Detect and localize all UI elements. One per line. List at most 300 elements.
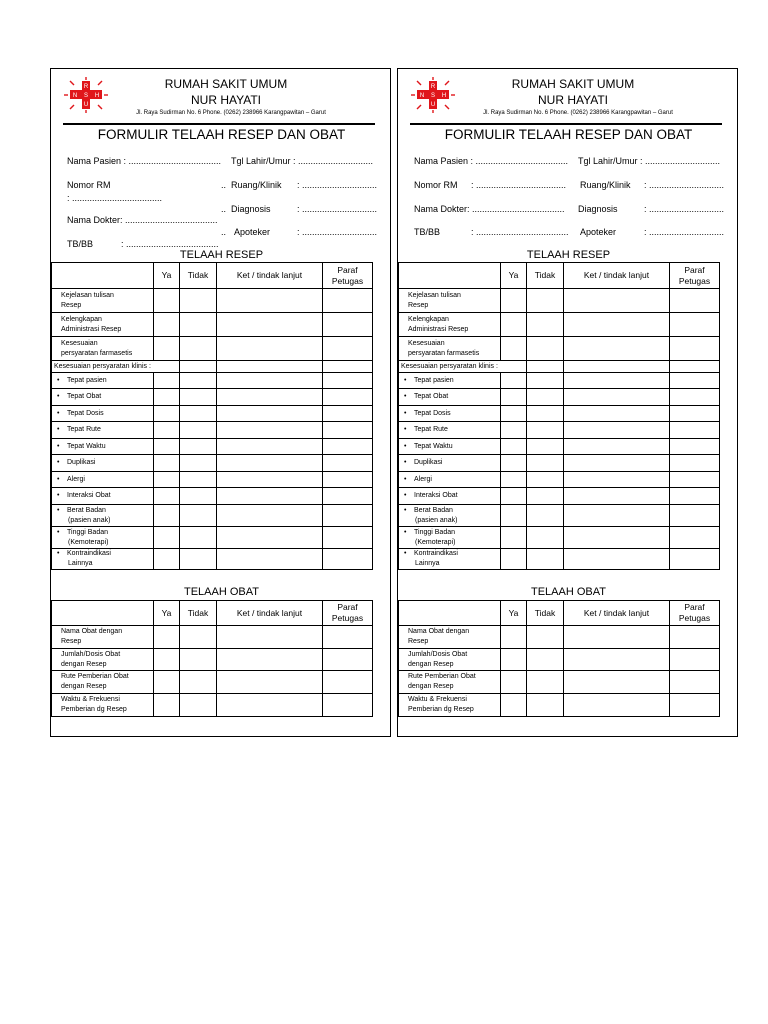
ya-cell[interactable]	[501, 472, 527, 488]
field-tbbb-dots: : .....................................	[121, 239, 219, 249]
bullet-icon: •	[404, 506, 407, 514]
tidak-cell[interactable]	[527, 455, 564, 472]
paraf-cell[interactable]	[323, 505, 373, 527]
paraf-cell[interactable]	[323, 626, 373, 649]
row-label: Rute Pemberian Obat dengan Resep	[399, 671, 501, 694]
header-cell: Ya	[501, 601, 527, 626]
table-header-row	[52, 263, 373, 289]
ya-cell[interactable]	[501, 289, 527, 313]
field-tgl-lahir: Tgl Lahir/Umur : ..............................	[231, 156, 374, 166]
paraf-cell[interactable]	[670, 337, 720, 361]
svg-text:R: R	[430, 84, 436, 90]
table-row	[399, 549, 720, 570]
field-nama-pasien: Nama Pasien : .....................................	[67, 156, 222, 166]
tidak-cell[interactable]	[527, 527, 564, 549]
row-label: Rute Pemberian Obat dengan Resep	[52, 671, 154, 694]
paraf-cell[interactable]	[670, 313, 720, 337]
bullet-icon: •	[57, 528, 60, 536]
ket-cell[interactable]	[217, 549, 323, 570]
ya-cell[interactable]	[154, 472, 180, 488]
bullet-icon: •	[404, 409, 407, 417]
paraf-cell[interactable]	[670, 626, 720, 649]
field-nomor-rm: Nomor RM	[67, 180, 111, 190]
tidak-cell[interactable]	[180, 337, 217, 361]
table-row	[399, 439, 720, 455]
table-row	[399, 337, 720, 361]
field-ruang-klinik: Ruang/Klinik	[231, 180, 282, 190]
table-header-row	[399, 601, 720, 626]
bullet-icon: •	[57, 426, 60, 433]
tidak-cell[interactable]	[527, 289, 564, 313]
ya-cell[interactable]	[501, 694, 527, 717]
tidak-cell[interactable]	[180, 406, 217, 422]
table-row	[52, 313, 373, 337]
paraf-cell[interactable]	[323, 373, 373, 389]
paraf-cell[interactable]	[323, 422, 373, 439]
bullet-icon: •	[404, 475, 407, 483]
table-row	[399, 488, 720, 505]
tidak-cell[interactable]	[180, 289, 217, 313]
table-row	[52, 422, 373, 439]
table-row	[52, 406, 373, 422]
ya-cell[interactable]	[154, 389, 180, 406]
paraf-cell[interactable]	[670, 549, 720, 570]
bullet-icon: •	[404, 442, 407, 450]
ya-cell[interactable]	[154, 455, 180, 472]
svg-text:S: S	[430, 93, 436, 99]
ket-cell[interactable]	[564, 373, 670, 389]
row-label: • Alergi	[399, 472, 501, 488]
field-nomor-rm-dots: : ....................................	[67, 193, 163, 203]
ket-cell[interactable]	[564, 422, 670, 439]
paraf-cell[interactable]	[670, 289, 720, 313]
paraf-cell[interactable]	[670, 488, 720, 505]
tidak-cell[interactable]	[180, 626, 217, 649]
ket-cell[interactable]	[180, 361, 217, 373]
table-row	[52, 488, 373, 505]
paraf-cell[interactable]	[670, 373, 720, 389]
field-nomor-rm-dots: : ....................................	[471, 180, 567, 190]
telaah-resep-table	[398, 262, 720, 570]
table-row	[52, 361, 373, 373]
ya-cell[interactable]	[501, 337, 527, 361]
header-cell-empty	[52, 263, 154, 289]
tidak-cell[interactable]	[527, 488, 564, 505]
row-label: Jumlah/Dosis Obat dengan Resep	[52, 649, 154, 671]
row-label: • Tepat pasien	[399, 373, 501, 389]
field-nomor-rm: Nomor RM	[414, 180, 458, 190]
ket-cell[interactable]	[564, 626, 670, 649]
ya-cell[interactable]	[501, 549, 527, 570]
tidak-cell[interactable]	[527, 439, 564, 455]
tidak-cell[interactable]	[180, 505, 217, 527]
bullet-icon: •	[404, 492, 407, 499]
paraf-cell[interactable]	[323, 455, 373, 472]
tidak-cell[interactable]	[527, 337, 564, 361]
paraf-cell[interactable]	[670, 406, 720, 422]
hospital-logo-icon	[61, 77, 111, 113]
hospital-logo-icon	[408, 77, 458, 113]
ket-cell[interactable]	[217, 527, 323, 549]
table-row	[399, 406, 720, 422]
paraf-cell[interactable]	[323, 671, 373, 694]
row-label: • Tinggi Badan (Kemoterapi)	[399, 527, 501, 549]
tidak-cell[interactable]	[180, 671, 217, 694]
table-row	[52, 439, 373, 455]
tidak-cell[interactable]	[527, 626, 564, 649]
tidak-cell[interactable]	[527, 694, 564, 717]
ya-cell[interactable]	[501, 439, 527, 455]
section-title-telaah-obat: TELAAH OBAT	[184, 586, 259, 598]
svg-text:U: U	[430, 102, 436, 108]
paraf-cell[interactable]	[670, 649, 720, 671]
ya-cell[interactable]	[501, 406, 527, 422]
ya-cell[interactable]	[154, 505, 180, 527]
bullet-icon: •	[404, 393, 407, 400]
row-label: • Tepat Rute	[399, 422, 501, 439]
svg-text:H: H	[94, 93, 100, 99]
bullet-icon: •	[57, 393, 60, 400]
tidak-cell[interactable]	[527, 472, 564, 488]
tidak-cell[interactable]	[527, 422, 564, 439]
svg-text:N: N	[419, 93, 425, 99]
table-row	[399, 422, 720, 439]
tidak-cell[interactable]	[527, 505, 564, 527]
table-row	[52, 373, 373, 389]
ya-cell[interactable]	[154, 626, 180, 649]
tidak-cell[interactable]	[180, 389, 217, 406]
header-cell: Paraf Petugas	[323, 601, 373, 626]
ket-cell[interactable]	[217, 289, 323, 313]
ket-cell[interactable]	[217, 472, 323, 488]
row-label: Nama Obat dengan Resep	[399, 626, 501, 649]
paraf-cell[interactable]	[323, 337, 373, 361]
tidak-cell[interactable]	[180, 694, 217, 717]
paraf-cell[interactable]	[670, 455, 720, 472]
ket-cell[interactable]	[564, 406, 670, 422]
row-label: Waktu & Frekuensi Pemberian dg Resep	[399, 694, 501, 717]
row-label: • Tepat Waktu	[52, 439, 154, 455]
ket-cell[interactable]	[564, 505, 670, 527]
header-cell: Tidak	[180, 263, 217, 289]
header-cell: Ket / tindak lanjut	[564, 263, 670, 289]
bullet-icon: •	[57, 459, 60, 466]
tidak-cell[interactable]	[527, 549, 564, 570]
row-label: • Tepat Obat	[399, 389, 501, 406]
telaah-obat-table	[398, 600, 720, 717]
paraf-cell[interactable]	[323, 289, 373, 313]
row-label: • Alergi	[52, 472, 154, 488]
field-tbbb-dots: : .....................................	[471, 227, 569, 237]
table-row	[399, 289, 720, 313]
table-row	[52, 527, 373, 549]
tidak-cell[interactable]	[180, 549, 217, 570]
bullet-icon: •	[57, 475, 60, 483]
field-ruang-klinik-dots: : ..............................	[644, 180, 725, 190]
ket-cell[interactable]	[217, 455, 323, 472]
ya-cell[interactable]	[154, 671, 180, 694]
paraf-cell[interactable]	[670, 694, 720, 717]
hospital-name-line2: NUR HAYATI	[190, 93, 261, 107]
paraf-cell[interactable]	[323, 649, 373, 671]
svg-text:S: S	[83, 93, 89, 99]
table-row	[52, 649, 373, 671]
table-row	[399, 626, 720, 649]
ket-cell[interactable]	[564, 337, 670, 361]
paraf-cell[interactable]	[323, 313, 373, 337]
table-header-row	[399, 263, 720, 289]
ya-cell[interactable]	[154, 337, 180, 361]
tidak-cell[interactable]	[180, 455, 217, 472]
ya-cell[interactable]	[501, 527, 527, 549]
ket-cell[interactable]	[217, 626, 323, 649]
paraf-cell[interactable]	[323, 694, 373, 717]
row-label: • Duplikasi	[399, 455, 501, 472]
table-row	[52, 694, 373, 717]
hospital-name-line2: NUR HAYATI	[537, 93, 608, 107]
paraf-cell[interactable]	[670, 505, 720, 527]
paraf-cell[interactable]	[670, 389, 720, 406]
ket-cell[interactable]	[564, 289, 670, 313]
ket-cell[interactable]	[564, 389, 670, 406]
ket-cell[interactable]	[217, 649, 323, 671]
blank-cell[interactable]	[564, 361, 670, 373]
ket-cell[interactable]	[564, 649, 670, 671]
form-right	[397, 68, 738, 737]
ya-cell[interactable]	[501, 422, 527, 439]
ket-cell[interactable]	[217, 694, 323, 717]
header-cell: Paraf Petugas	[670, 601, 720, 626]
form-title: FORMULIR TELAAH RESEP DAN OBAT	[97, 127, 346, 142]
tidak-cell[interactable]	[180, 649, 217, 671]
table-row	[399, 694, 720, 717]
ket-cell[interactable]	[217, 373, 323, 389]
ket-cell[interactable]	[217, 406, 323, 422]
ya-cell[interactable]	[501, 373, 527, 389]
header-cell: Ket / tindak lanjut	[217, 601, 323, 626]
ya-cell[interactable]	[154, 289, 180, 313]
paraf-cell[interactable]	[670, 422, 720, 439]
table-row	[399, 389, 720, 406]
tidak-cell[interactable]	[180, 373, 217, 389]
ya-cell[interactable]	[501, 389, 527, 406]
field-nama-dokter: Nama Dokter: .....................................	[67, 215, 218, 225]
table-row	[399, 505, 720, 527]
bullet-icon: •	[57, 376, 60, 384]
ket-cell[interactable]	[564, 694, 670, 717]
ket-cell[interactable]	[217, 422, 323, 439]
ket-cell[interactable]	[564, 313, 670, 337]
ya-cell[interactable]	[154, 313, 180, 337]
row-label: • Duplikasi	[52, 455, 154, 472]
table-row	[52, 671, 373, 694]
paraf-cell[interactable]	[323, 361, 373, 373]
field-nama-pasien: Nama Pasien : .....................................	[414, 156, 569, 166]
tidak-cell[interactable]	[527, 406, 564, 422]
tidak-cell[interactable]	[180, 313, 217, 337]
row-label: • Tepat Obat	[52, 389, 154, 406]
paraf-cell[interactable]	[323, 406, 373, 422]
tidak-cell[interactable]	[527, 313, 564, 337]
paraf-cell[interactable]	[670, 527, 720, 549]
ket-cell[interactable]	[564, 549, 670, 570]
tidak-cell[interactable]	[180, 527, 217, 549]
tidak-cell[interactable]	[180, 422, 217, 439]
ket-cell[interactable]	[217, 389, 323, 406]
row-label: • Tinggi Badan (Kemoterapi)	[52, 527, 154, 549]
table-row	[52, 472, 373, 488]
blank-cell[interactable]	[217, 361, 323, 373]
ket-cell[interactable]	[217, 313, 323, 337]
field-tbbb: TB/BB	[414, 227, 441, 237]
ya-cell[interactable]	[154, 422, 180, 439]
ya-cell[interactable]	[154, 649, 180, 671]
ya-cell[interactable]	[501, 626, 527, 649]
paraf-cell[interactable]	[670, 361, 720, 373]
ya-cell[interactable]	[501, 649, 527, 671]
svg-text:H: H	[441, 93, 447, 99]
field-diagnosis-dots: : ..............................	[644, 204, 725, 214]
paraf-cell[interactable]	[323, 488, 373, 505]
ket-cell[interactable]	[217, 488, 323, 505]
header-cell-empty	[52, 601, 154, 626]
table-row	[399, 649, 720, 671]
field-apoteker-dots: : ..............................	[644, 227, 725, 237]
table-row	[399, 373, 720, 389]
table-row	[52, 626, 373, 649]
header-cell: Tidak	[180, 601, 217, 626]
ya-cell[interactable]	[501, 671, 527, 694]
paraf-cell[interactable]	[323, 527, 373, 549]
ya-cell[interactable]	[154, 373, 180, 389]
ket-cell[interactable]	[564, 472, 670, 488]
header-cell: Paraf Petugas	[670, 263, 720, 289]
ya-cell[interactable]	[154, 488, 180, 505]
table-row	[52, 549, 373, 570]
ya-cell[interactable]	[154, 439, 180, 455]
paraf-cell[interactable]	[323, 549, 373, 570]
table-row	[52, 337, 373, 361]
field-ruang-klinik: Ruang/Klinik	[580, 180, 631, 190]
field-ruang-klinik-dots: : ..............................	[297, 180, 378, 190]
table-row	[52, 455, 373, 472]
field-tgl-lahir: Tgl Lahir/Umur : ..............................	[578, 156, 721, 166]
field-apoteker-dots: : ..............................	[297, 227, 378, 237]
ya-cell[interactable]	[154, 527, 180, 549]
section-title-telaah-obat: TELAAH OBAT	[531, 586, 606, 598]
header-divider	[410, 123, 722, 125]
row-label: Kesesuaian persyaratan farmasetis	[399, 337, 501, 361]
ya-cell[interactable]	[501, 488, 527, 505]
table-row	[399, 527, 720, 549]
header-cell: Ket / tindak lanjut	[564, 601, 670, 626]
bullet-icon: •	[57, 492, 60, 499]
field-diagnosis-dots: : ..............................	[297, 204, 378, 214]
ket-cell[interactable]	[217, 439, 323, 455]
section-title-telaah-resep: TELAAH RESEP	[526, 249, 611, 261]
ya-cell[interactable]	[501, 455, 527, 472]
header-cell-empty	[399, 601, 501, 626]
table-row	[399, 361, 720, 373]
field-diagnosis: Diagnosis	[578, 204, 618, 214]
row-label: • Kontraindikasi Lainnya	[399, 549, 501, 570]
hospital-name-line1: RUMAH SAKIT UMUM	[164, 77, 288, 91]
row-label: Kelengkapan Administrasi Resep	[399, 313, 501, 337]
tidak-cell[interactable]	[527, 389, 564, 406]
paraf-cell[interactable]	[323, 389, 373, 406]
ya-cell[interactable]	[154, 694, 180, 717]
paraf-cell[interactable]	[323, 472, 373, 488]
ya-cell[interactable]	[501, 313, 527, 337]
bullet-icon: •	[404, 550, 407, 557]
header-divider	[63, 123, 375, 125]
paraf-cell[interactable]	[670, 671, 720, 694]
ya-cell[interactable]	[154, 549, 180, 570]
bullet-icon: •	[404, 376, 407, 384]
ket-cell[interactable]	[217, 337, 323, 361]
paraf-cell[interactable]	[670, 439, 720, 455]
bullet-icon: •	[57, 506, 60, 514]
ket-cell[interactable]	[564, 455, 670, 472]
row-label: Kejelasan tulisan Resep	[52, 289, 154, 313]
tidak-cell[interactable]	[527, 373, 564, 389]
bullet-icon: •	[57, 550, 60, 557]
header-cell: Ya	[154, 601, 180, 626]
tidak-cell[interactable]	[180, 488, 217, 505]
row-label: • Tepat Rute	[52, 422, 154, 439]
bullet-icon: •	[404, 528, 407, 536]
field-apoteker: Apoteker	[234, 227, 271, 237]
tidak-cell[interactable]	[527, 649, 564, 671]
ket-cell[interactable]	[564, 527, 670, 549]
ket-cell[interactable]	[564, 488, 670, 505]
ket-cell[interactable]	[527, 361, 564, 373]
table-header-row	[52, 601, 373, 626]
header-cell: Ya	[501, 263, 527, 289]
table-row	[399, 455, 720, 472]
row-label: Kesesuaian persyaratan klinis :	[52, 361, 180, 373]
row-label: Kesesuaian persyaratan farmasetis	[52, 337, 154, 361]
field-diagnosis: Diagnosis	[231, 204, 271, 214]
ket-cell[interactable]	[217, 671, 323, 694]
table-row	[52, 289, 373, 313]
paraf-cell[interactable]	[670, 472, 720, 488]
tidak-cell[interactable]	[527, 671, 564, 694]
table-row	[399, 313, 720, 337]
ket-cell[interactable]	[217, 505, 323, 527]
telaah-resep-table	[51, 262, 373, 570]
svg-text:R: R	[83, 84, 89, 90]
dot-marker: ..	[221, 227, 227, 237]
tidak-cell[interactable]	[180, 439, 217, 455]
table-row	[399, 472, 720, 488]
dot-marker: ..	[221, 180, 227, 190]
table-row	[399, 671, 720, 694]
form-title: FORMULIR TELAAH RESEP DAN OBAT	[444, 127, 693, 142]
bullet-icon: •	[57, 442, 60, 450]
paraf-cell[interactable]	[323, 439, 373, 455]
ya-cell[interactable]	[154, 406, 180, 422]
row-label: Jumlah/Dosis Obat dengan Resep	[399, 649, 501, 671]
section-title-telaah-resep: TELAAH RESEP	[179, 249, 264, 261]
bullet-icon: •	[404, 459, 407, 466]
ket-cell[interactable]	[564, 439, 670, 455]
ya-cell[interactable]	[501, 505, 527, 527]
ket-cell[interactable]	[564, 671, 670, 694]
tidak-cell[interactable]	[180, 472, 217, 488]
header-cell: Ket / tindak lanjut	[217, 263, 323, 289]
row-label: • Tepat pasien	[52, 373, 154, 389]
